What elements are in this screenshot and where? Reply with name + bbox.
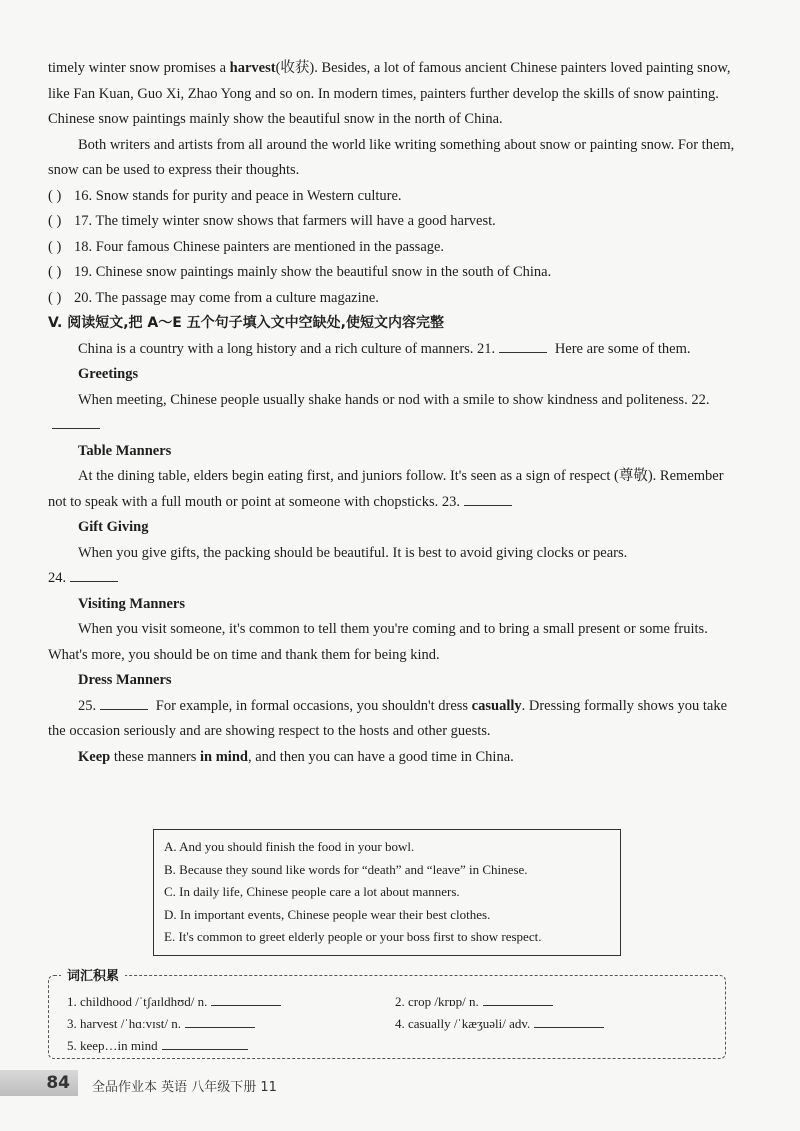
answer-paren[interactable]: ( ) [48,238,62,255]
dress-manners-heading: Dress Manners [78,672,172,688]
gift-blank-line: 24. [48,566,738,592]
blank-21[interactable] [499,340,547,353]
question-16: ( ) 16. Snow stands for purity and peace in Western culture. [48,184,738,210]
question-19: ( ) 19. Chinese snow paintings mainly show the beautiful snow in the south of China. [48,260,738,286]
question-18: ( ) 18. Four famous Chinese painters are mentioned in the passage. [48,235,738,261]
greetings-paragraph: When meeting, Chinese people usually shake hands or nod with a smile to show kindness and politeness. 22. [48,388,738,439]
dress-manners-paragraph: 25. For example, in formal occasions, you shouldn't dress casually. Dressing formally shows you take the occasion seriously and are showing respect to the hosts and other guests. [48,697,728,739]
blank-22[interactable] [52,416,100,429]
page-number: 84 [0,1070,78,1096]
page-content [48,56,738,770]
vocab-item-2: 2. crop /krɒp/ n. [395,994,553,1010]
option-a: A. And you should finish the food in your bowl. [164,839,415,854]
answer-paren[interactable]: ( ) [48,187,62,204]
section-5-title: V. 阅读短文,把 A～E 五个句子填入文中空缺处,使短文内容完整 [48,315,445,331]
option-b: B. Because they sound like words for “death” and “leave” in Chinese. [164,861,528,877]
vocab-answer-line[interactable] [185,1017,255,1028]
vocabulary-title: 词汇积累 [61,965,125,984]
table-manners-paragraph: At the dining table, elders begin eating first, and juniors follow. It's seen as a sign of respect (尊敬). Remember not to speak with a full mouth or point at someone with chopsticks. 23. [48,468,724,510]
question-17: ( ) 17. The timely winter snow shows that farmers will have a good harvest. [48,209,738,235]
gift-giving-heading: Gift Giving [78,519,149,535]
blank-25[interactable] [100,697,148,710]
table-manners-heading: Table Manners [78,442,172,459]
intro-paragraph: China is a country with a long history and a rich culture of manners. 21. Here are some of them. [78,340,691,357]
passage-paragraph-2: Both writers and artists from all around the world like writing something about snow or painting snow. For them, snow can be used to express their thoughts. [48,136,735,178]
answer-paren[interactable]: ( ) [48,289,62,306]
option-d: D. In important events, Chinese people wear their best clothes. [164,906,491,922]
vocab-answer-line[interactable] [162,1039,248,1050]
vocab-answer-line[interactable] [483,995,553,1006]
vocab-item-3: 3. harvest /ˈhɑːvɪst/ n. [67,1016,255,1032]
vocab-item-1: 1. childhood /ˈtʃaɪldhʊd/ n. [67,994,281,1010]
question-20: ( ) 20. The passage may come from a culture magazine. [48,286,738,312]
passage-paragraph-1: timely winter snow promises a harvest(收获). Besides, a lot of famous ancient Chinese painters loved painting snow, like Fan Kuan, Guo Xi, Zhao Yong and so on. In modern times, painters further develop the skills of snow painting. Chinese snow paintings mainly show the beautiful snow in the north of China. [48,60,731,127]
option-e: E. It's common to greet elderly people or your boss first to show respect. [164,929,542,945]
closing-paragraph: Keep these manners in mind, and then you can have a good time in China. [78,748,514,765]
book-info: 全品作业本 英语 八年级下册 11 [92,1080,277,1095]
option-c: C. In daily life, Chinese people care a lot about manners. [164,884,460,900]
options-box [153,829,621,956]
vocab-item-5: 5. keep…in mind [67,1038,248,1054]
page-footer [0,1064,800,1098]
vocabulary-box [48,969,726,1059]
visiting-manners-heading: Visiting Manners [78,595,186,612]
vocab-answer-line[interactable] [211,995,281,1006]
blank-24[interactable] [70,569,118,582]
answer-paren[interactable]: ( ) [48,213,62,229]
greetings-heading: Greetings [78,366,139,382]
gift-giving-paragraph: When you give gifts, the packing should be beautiful. It is best to avoid giving clocks or pears. [78,544,628,561]
answer-paren[interactable]: ( ) [48,264,62,280]
vocab-answer-line[interactable] [534,1017,604,1028]
visiting-manners-paragraph: When you visit someone, it's common to tell them you're coming and to bring a small present or some fruits. What's more, you should be on time and thank them for being kind. [48,621,708,663]
vocab-item-4: 4. casually /ˈkæʒuəli/ adv. [395,1016,604,1032]
blank-23[interactable] [464,493,512,506]
